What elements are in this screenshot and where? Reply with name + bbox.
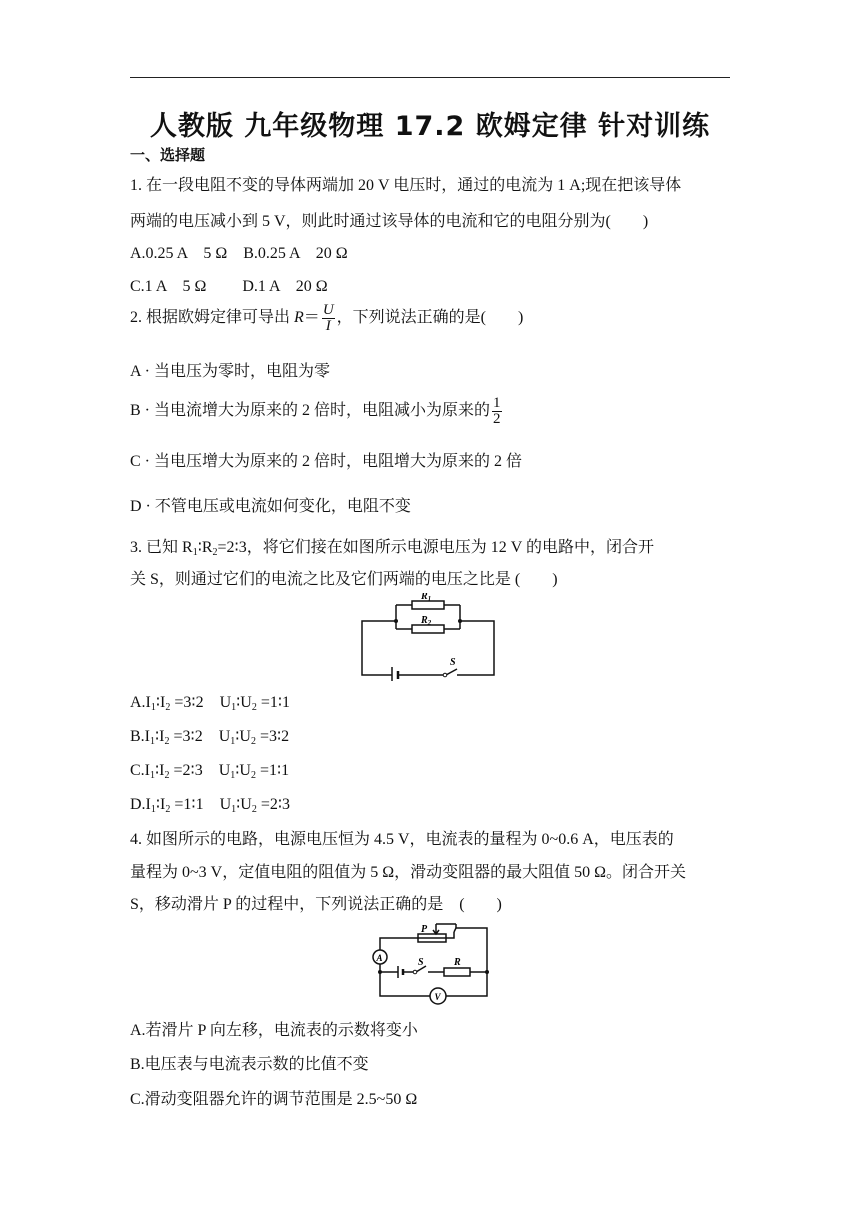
- q3-option: [130, 723, 289, 747]
- half-denominator: 2: [493, 411, 501, 427]
- option-text: =2∶3 U: [169, 762, 231, 779]
- subscript: 2: [212, 547, 218, 558]
- subscript: 1: [150, 804, 156, 815]
- subscript: 2: [251, 804, 257, 815]
- subscript: 2: [165, 702, 171, 713]
- option-text: =2∶3: [256, 796, 291, 813]
- subscript: 1: [230, 736, 236, 747]
- subscript: 2: [164, 770, 170, 781]
- option-text: =3∶2 U: [170, 694, 232, 711]
- subscript: 1: [231, 804, 237, 815]
- subscript: 2: [165, 804, 171, 815]
- half-fraction: [492, 396, 502, 427]
- label-voltmeter: V: [434, 992, 441, 1002]
- q2-option-c: C · 当电压增大为原来的 2 倍时，电阻增大为原来的 2 倍: [130, 453, 523, 470]
- formula-numerator: U: [322, 302, 334, 318]
- q3-stem-line1: [130, 534, 654, 558]
- q1-options-ab: A.0.25 A 5 Ω B.0.25 A 20 Ω: [130, 245, 348, 262]
- q3-circuit-diagram: [360, 593, 500, 681]
- option-text: D.I: [130, 796, 151, 813]
- q2-stem-after: ，下列说法正确的是( ): [336, 309, 524, 327]
- option-text: ∶U: [235, 762, 251, 779]
- label-r2: $R_2$: [421, 615, 432, 627]
- label-switch: S: [450, 657, 456, 668]
- junction-dot: [485, 970, 489, 974]
- q4-stem-line3: S，移动滑片 P 的过程中，下列说法正确的是 ( ): [130, 896, 502, 913]
- subscript: 1: [230, 770, 236, 781]
- q3-stem-part: ∶R: [197, 539, 213, 556]
- subscript: 1: [150, 770, 155, 781]
- subscript: 2: [251, 702, 257, 713]
- section-heading: 一、选择题: [130, 146, 206, 164]
- resistor-r: [444, 968, 470, 976]
- header-rule: [130, 77, 730, 78]
- q1-stem-line1: 1. 在一段电阻不变的导体两端加 20 V 电压时，通过的电流为 1 A;现在把该导体: [130, 177, 682, 194]
- q4-stem-line2: 量程为 0~3 V，定值电阻的阻值为 5 Ω，滑动变阻器的最大阻值 50 Ω。闭合开关: [130, 864, 686, 881]
- formula-denominator: I: [322, 318, 335, 334]
- subscript: 1: [192, 547, 198, 558]
- option-text: =3∶2 U: [169, 728, 231, 745]
- switch-blade: [446, 669, 457, 675]
- q3-stem-part: 3. 已知 R: [130, 539, 193, 556]
- q3-option: [130, 757, 289, 781]
- subscript: 1: [231, 702, 237, 713]
- option-text: ∶U: [236, 694, 252, 711]
- q2-option-a: A · 当电压为零时，电阻为零: [130, 363, 331, 380]
- q3-option: [130, 689, 290, 713]
- subscript: 2: [250, 770, 256, 781]
- option-text: ∶I: [155, 796, 166, 813]
- subscript: 1: [150, 702, 156, 713]
- q4-stem-line1: 4. 如图所示的电路，电源电压恒为 4.5 V，电流表的量程为 0~0.6 A，电压表的: [130, 831, 674, 848]
- option-text: B.I: [130, 728, 150, 745]
- q4-option-b: B.电压表与电流表示数的比值不变: [130, 1056, 369, 1073]
- q3-stem-part: =2∶3，将它们接在如图所示电源电压为 12 V 的电路中，闭合开: [217, 539, 654, 556]
- junction-dot: [378, 970, 382, 974]
- option-text: ∶U: [236, 796, 252, 813]
- label-r1: $R_1$: [421, 593, 432, 603]
- subscript: 2: [164, 736, 170, 747]
- q4-option-a: A.若滑片 P 向左移，电流表的示数将变小: [130, 1022, 418, 1039]
- option-text: =1∶1: [255, 762, 290, 779]
- option-text: =1∶1: [256, 694, 291, 711]
- formula-r: R: [294, 309, 304, 327]
- half-numerator: 1: [493, 395, 501, 411]
- subscript: 2: [250, 736, 256, 747]
- q2-stem-before: 2. 根据欧姆定律可导出: [130, 309, 295, 327]
- subscript: 1: [150, 736, 155, 747]
- q1-options-cd: C.1 A 5 Ω D.1 A 20 Ω: [130, 278, 328, 295]
- switch-contact: [413, 970, 417, 974]
- label-r: R: [454, 957, 461, 968]
- option-text: A.I: [130, 694, 151, 711]
- switch-contact: [443, 673, 447, 677]
- option-text: ∶U: [235, 728, 251, 745]
- q1-stem-line2: 两端的电压减小到 5 V，则此时通过该导体的电流和它的电阻分别为( ): [130, 213, 649, 230]
- q4-circuit-diagram: [368, 920, 492, 1006]
- option-text: =3∶2: [255, 728, 290, 745]
- q2-option-b-text: B · 当电流增大为原来的 2 倍时，电阻减小为原来的: [130, 402, 491, 420]
- q3-stem-line2: 关 S，则通过它们的电流之比及它们两端的电压之比是 ( ): [130, 571, 558, 588]
- option-text: ∶I: [155, 728, 165, 745]
- wire: [362, 605, 396, 675]
- formula-equals: ＝: [303, 309, 320, 327]
- option-text: =1∶1 U: [170, 796, 232, 813]
- option-text: ∶I: [155, 762, 165, 779]
- option-text: C.I: [130, 762, 150, 779]
- q2-option-b: [130, 396, 504, 427]
- label-ammeter: A: [376, 953, 383, 963]
- wire: [457, 605, 494, 675]
- junction-dot: [458, 619, 462, 623]
- junction-dot: [394, 619, 398, 623]
- label-switch: S: [418, 957, 424, 968]
- q3-option: [130, 791, 290, 815]
- formula-fraction: [322, 303, 335, 334]
- q2-option-d: D · 不管电压或电流如何变化，电阻不变: [130, 498, 411, 515]
- page-title: 人教版 九年级物理 17.2 欧姆定律 针对训练: [149, 111, 711, 142]
- option-text: ∶I: [155, 694, 166, 711]
- q4-option-c: C.滑动变阻器允许的调节范围是 2.5~50 Ω: [130, 1091, 418, 1108]
- q2-stem: [130, 303, 523, 334]
- label-p: P: [421, 924, 428, 935]
